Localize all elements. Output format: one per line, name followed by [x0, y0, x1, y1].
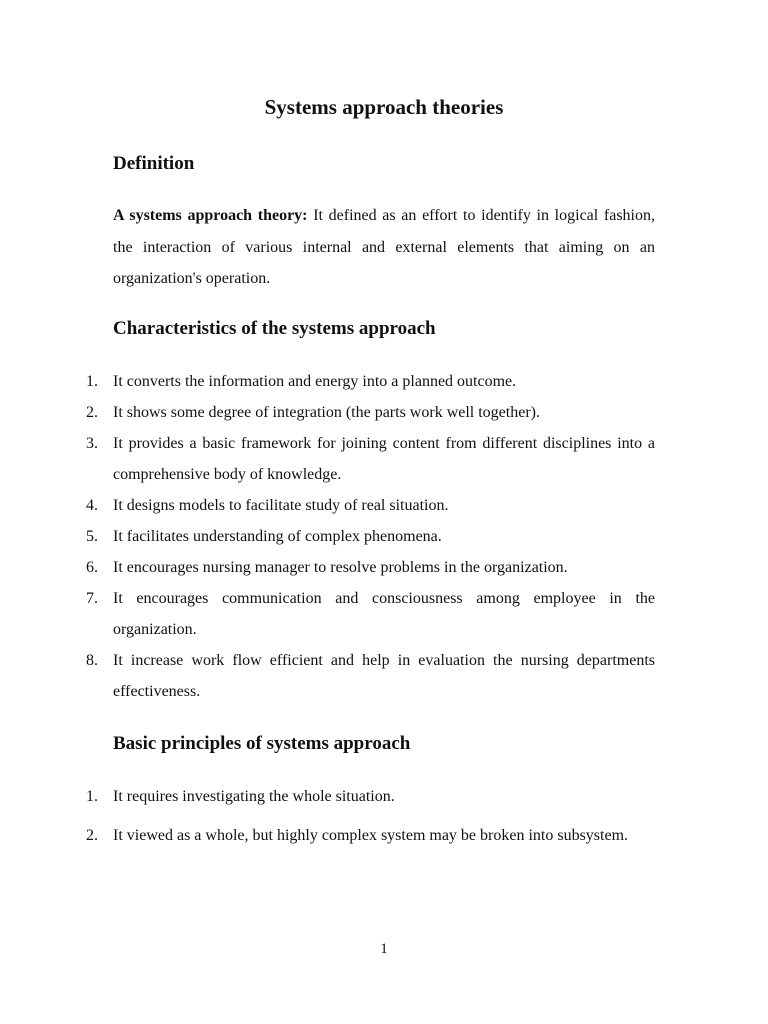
list-text: It viewed as a whole, but highly complex system may be broken into subsystem.: [113, 827, 629, 844]
list-number: 5.: [86, 528, 98, 545]
list-item: [0, 397, 655, 428]
definition-text: It defined as an effort to identify in logical fashion, the interaction of various internal and external elements that aiming on an organization's operation.: [113, 207, 656, 287]
list-text: It converts the information and energy into a planned outcome.: [113, 373, 517, 390]
list-number: 2.: [86, 404, 98, 421]
characteristics-list: [0, 366, 768, 707]
list-number: 2.: [86, 827, 98, 844]
list-item: [0, 781, 655, 812]
list-number: 1.: [86, 373, 98, 390]
list-text: It shows some degree of integration (the parts work well together).: [113, 404, 540, 421]
list-item: [0, 366, 655, 397]
list-number: 1.: [86, 788, 98, 805]
principles-list: [0, 781, 768, 859]
list-text: It increase work flow efficient and help in evaluation the nursing departments effectiveness.: [113, 652, 655, 700]
list-item: [0, 583, 655, 645]
page-number: 1: [380, 941, 388, 957]
list-number: 4.: [86, 497, 98, 514]
principles-heading: Basic principles of systems approach: [113, 733, 411, 754]
list-item: [0, 552, 655, 583]
list-number: 8.: [86, 652, 98, 669]
definition-heading: Definition: [113, 153, 195, 174]
list-item: [0, 490, 655, 521]
list-text: It encourages nursing manager to resolve problems in the organization.: [113, 559, 568, 576]
list-text: It provides a basic framework for joining content from different disciplines into a comprehensive body of knowledge.: [113, 435, 655, 483]
characteristics-heading: Characteristics of the systems approach: [113, 318, 436, 339]
definition-term: A systems approach theory:: [113, 207, 308, 224]
list-number: 3.: [86, 435, 98, 452]
list-text: It designs models to facilitate study of real situation.: [113, 497, 449, 514]
list-item: [0, 428, 655, 490]
list-item: [0, 645, 655, 707]
list-item: [0, 521, 655, 552]
list-item: [0, 820, 655, 851]
list-text: It encourages communication and consciousness among employee in the organization.: [113, 590, 655, 638]
list-number: 7.: [86, 590, 98, 607]
definition-paragraph: [113, 200, 655, 295]
list-number: 6.: [86, 559, 98, 576]
list-text: It requires investigating the whole situation.: [113, 788, 395, 805]
page-title: Systems approach theories: [264, 95, 504, 119]
list-text: It facilitates understanding of complex phenomena.: [113, 528, 442, 545]
